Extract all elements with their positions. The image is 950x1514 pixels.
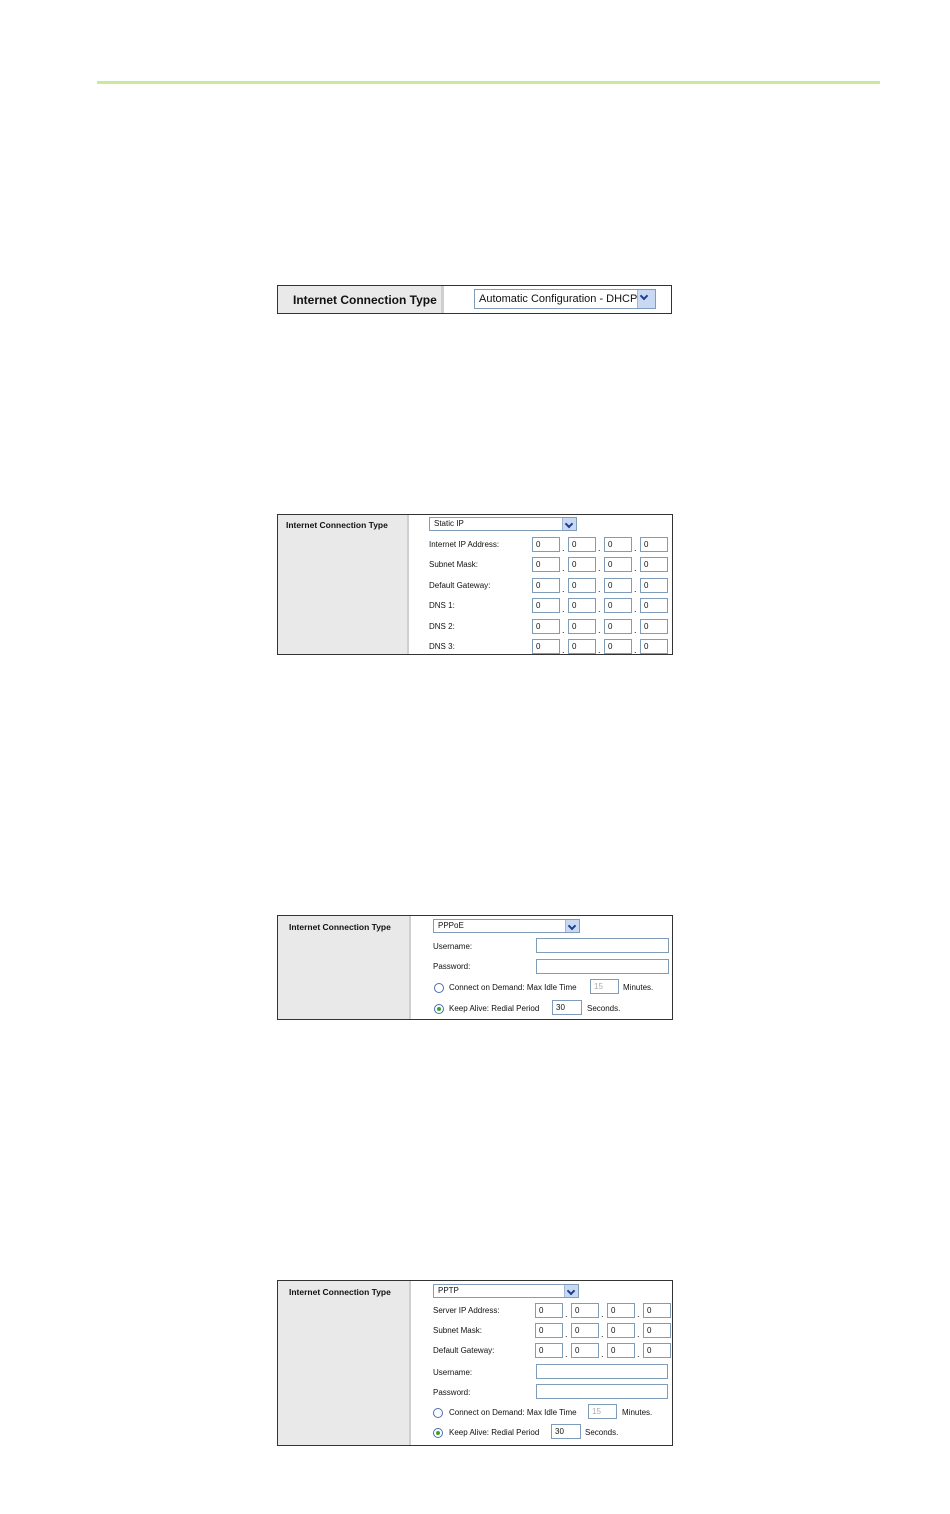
connection-type-label: Internet Connection Type xyxy=(293,293,437,307)
ip-octet-input[interactable]: 0 xyxy=(568,578,596,593)
ip-octet-input[interactable]: 0 xyxy=(568,598,596,613)
ip-row-label: Subnet Mask: xyxy=(433,1326,482,1335)
ip-row-label: Internet IP Address: xyxy=(429,540,500,549)
ip-octet-input[interactable]: 0 xyxy=(568,537,596,552)
ip-separator: . xyxy=(562,624,565,635)
ip-octet-input[interactable]: 0 xyxy=(532,557,560,572)
ip-separator: . xyxy=(598,563,601,574)
ip-separator: . xyxy=(634,604,637,615)
redial-period-input[interactable]: 30 xyxy=(551,1424,581,1439)
minutes-label: Minutes. xyxy=(623,983,654,992)
ip-row-label: DNS 3: xyxy=(429,642,455,651)
ip-separator: . xyxy=(598,604,601,615)
password-input[interactable] xyxy=(536,1384,668,1399)
ip-octet-input[interactable]: 0 xyxy=(640,619,668,634)
ip-octet-input[interactable]: 0 xyxy=(571,1303,599,1318)
connection-type-label: Internet Connection Type xyxy=(286,520,388,530)
pppoe-side xyxy=(278,916,411,1019)
ip-octet-input[interactable]: 0 xyxy=(640,639,668,654)
keep-alive-label: Keep Alive: Redial Period xyxy=(449,1428,540,1437)
redial-period-input[interactable]: 30 xyxy=(552,1000,582,1015)
ip-separator: . xyxy=(565,1349,568,1359)
ip-octet-input[interactable]: 0 xyxy=(607,1323,635,1338)
chevron-down-icon[interactable] xyxy=(562,518,576,530)
ip-octet-input[interactable]: 0 xyxy=(532,598,560,613)
ip-octet-input[interactable]: 0 xyxy=(640,537,668,552)
ip-octet-input[interactable]: 0 xyxy=(571,1323,599,1338)
header-rule xyxy=(97,81,880,84)
ip-row-label: Subnet Mask: xyxy=(429,560,478,570)
connection-type-value: PPPoE xyxy=(438,921,464,930)
ip-octet-input[interactable]: 0 xyxy=(604,639,632,654)
ip-separator: . xyxy=(598,583,601,594)
connect-on-demand-label: Connect on Demand: Max Idle Time xyxy=(449,1408,577,1417)
ip-octet-input[interactable]: 0 xyxy=(640,598,668,613)
chevron-down-icon[interactable] xyxy=(564,1285,578,1297)
ip-row-label: Default Gateway: xyxy=(433,1346,495,1355)
pptp-panel xyxy=(277,1280,673,1446)
max-idle-time-input[interactable]: 15 xyxy=(588,1404,617,1419)
ip-octet-input[interactable]: 0 xyxy=(643,1303,671,1318)
ip-separator: . xyxy=(637,1349,640,1359)
minutes-label: Minutes. xyxy=(622,1408,653,1417)
password-label: Password: xyxy=(433,1388,471,1397)
ip-separator: . xyxy=(637,1329,640,1339)
ip-separator: . xyxy=(634,583,637,594)
connection-type-value: Automatic Configuration - DHCP xyxy=(479,293,638,305)
ip-octet-input[interactable]: 0 xyxy=(532,537,560,552)
dhcp-side xyxy=(278,286,444,313)
password-input[interactable] xyxy=(536,959,669,974)
ip-octet-input[interactable]: 0 xyxy=(604,578,632,593)
ip-separator: . xyxy=(565,1329,568,1339)
ip-octet-input[interactable]: 0 xyxy=(643,1323,671,1338)
static-side xyxy=(278,515,409,654)
ip-octet-input[interactable]: 0 xyxy=(643,1343,671,1358)
ip-octet-input[interactable]: 0 xyxy=(535,1303,563,1318)
ip-octet-input[interactable]: 0 xyxy=(604,537,632,552)
ip-octet-input[interactable]: 0 xyxy=(568,639,596,654)
connect-on-demand-radio[interactable] xyxy=(434,983,444,993)
ip-separator: . xyxy=(637,1309,640,1319)
connect-on-demand-label: Connect on Demand: Max Idle Time xyxy=(449,983,577,992)
chevron-down-icon[interactable] xyxy=(565,920,579,932)
ip-octet-input[interactable]: 0 xyxy=(640,578,668,593)
ip-separator: . xyxy=(598,624,601,635)
ip-separator: . xyxy=(634,563,637,574)
ip-separator: . xyxy=(634,543,637,553)
ip-separator: . xyxy=(562,543,565,553)
ip-separator: . xyxy=(601,1329,604,1339)
dhcp-panel xyxy=(277,285,672,314)
pppoe-panel xyxy=(277,915,673,1020)
ip-octet-input[interactable]: 0 xyxy=(532,619,560,634)
ip-octet-input[interactable]: 0 xyxy=(535,1343,563,1358)
ip-separator: . xyxy=(562,604,565,615)
pptp-side xyxy=(278,1281,411,1445)
connection-type-label: Internet Connection Type xyxy=(289,1287,391,1297)
ip-separator: . xyxy=(601,1349,604,1359)
ip-row-label: Server IP Address: xyxy=(433,1306,500,1315)
connection-type-value: PPTP xyxy=(438,1286,459,1295)
ip-separator: . xyxy=(634,624,637,635)
username-label: Username: xyxy=(433,1368,473,1377)
connection-type-select[interactable] xyxy=(429,517,577,531)
ip-octet-input[interactable]: 0 xyxy=(604,598,632,613)
static-ip-panel xyxy=(277,514,673,655)
connection-type-value: Static IP xyxy=(434,519,464,528)
ip-octet-input[interactable]: 0 xyxy=(604,557,632,572)
ip-separator: . xyxy=(562,645,565,655)
username-input[interactable] xyxy=(536,1364,668,1379)
ip-separator: . xyxy=(562,583,565,594)
ip-separator: . xyxy=(634,645,637,655)
keep-alive-radio[interactable] xyxy=(434,1004,444,1014)
chevron-down-icon[interactable] xyxy=(637,290,655,308)
ip-octet-input[interactable]: 0 xyxy=(607,1303,635,1318)
connection-type-select[interactable] xyxy=(433,919,580,933)
ip-octet-input[interactable]: 0 xyxy=(568,557,596,572)
connection-type-select[interactable] xyxy=(433,1284,579,1298)
seconds-label: Seconds. xyxy=(587,1004,621,1013)
keep-alive-label: Keep Alive: Redial Period xyxy=(449,1004,540,1013)
ip-separator: . xyxy=(601,1309,604,1319)
ip-separator: . xyxy=(565,1309,568,1319)
ip-octet-input[interactable]: 0 xyxy=(604,619,632,634)
seconds-label: Seconds. xyxy=(585,1428,619,1437)
max-idle-time-input[interactable]: 15 xyxy=(590,979,619,994)
ip-octet-input[interactable]: 0 xyxy=(532,578,560,593)
ip-row-label: DNS 2: xyxy=(429,621,455,631)
keep-alive-radio[interactable] xyxy=(433,1428,443,1438)
ip-octet-input[interactable]: 0 xyxy=(532,639,560,654)
connection-type-select[interactable] xyxy=(474,289,656,309)
ip-row-label: DNS 1: xyxy=(429,601,455,611)
ip-octet-input[interactable]: 0 xyxy=(535,1323,563,1338)
connect-on-demand-radio[interactable] xyxy=(433,1408,443,1418)
password-label: Password: xyxy=(433,962,471,971)
ip-octet-input[interactable]: 0 xyxy=(571,1343,599,1358)
connection-type-label: Internet Connection Type xyxy=(289,922,391,932)
ip-octet-input[interactable]: 0 xyxy=(640,557,668,572)
username-input[interactable] xyxy=(536,938,669,953)
ip-octet-input[interactable]: 0 xyxy=(607,1343,635,1358)
username-label: Username: xyxy=(433,942,473,951)
ip-separator: . xyxy=(562,563,565,574)
ip-separator: . xyxy=(598,645,601,655)
ip-octet-input[interactable]: 0 xyxy=(568,619,596,634)
ip-row-label: Default Gateway: xyxy=(429,580,491,590)
ip-separator: . xyxy=(598,543,601,553)
